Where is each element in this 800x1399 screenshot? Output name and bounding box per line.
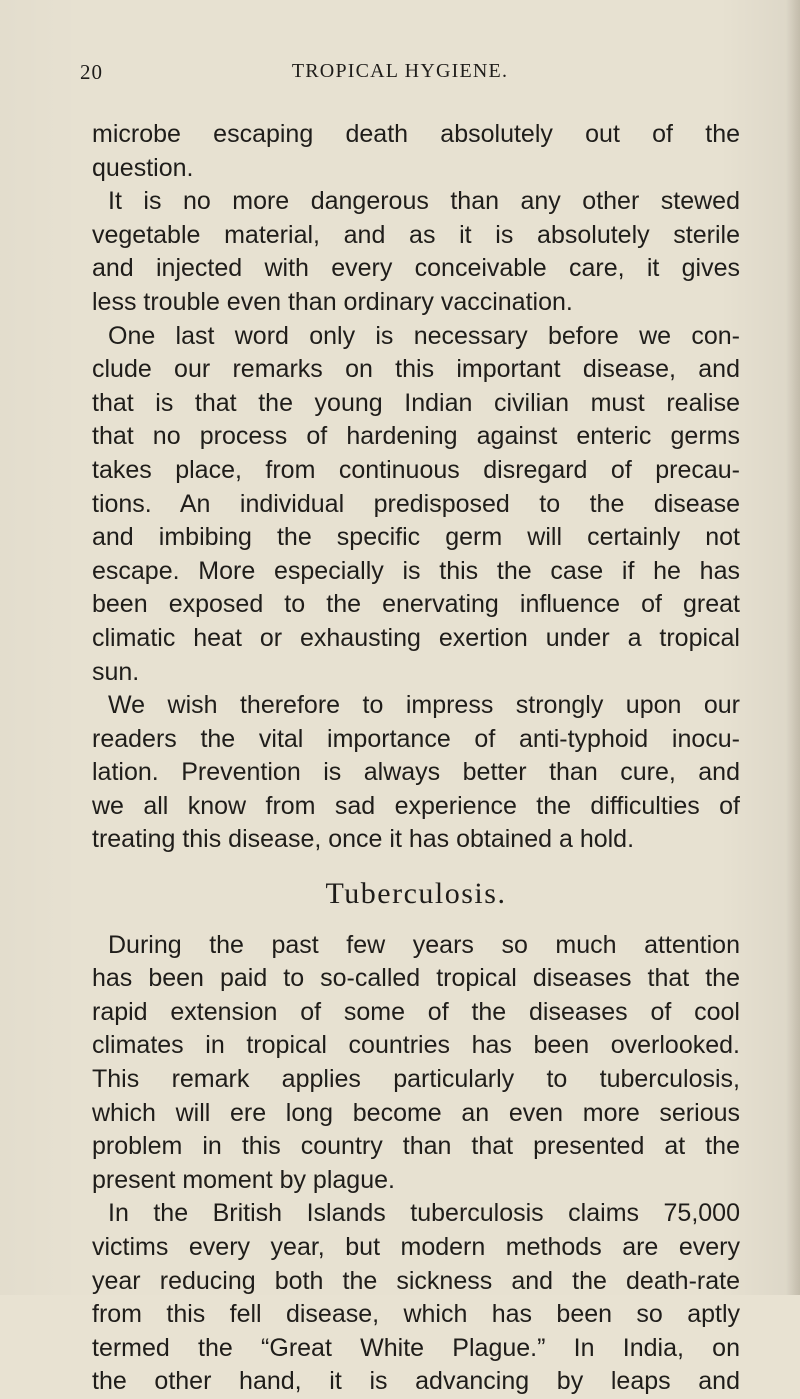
- text-line: climatic heat or exhausting exertion under a tropical: [92, 623, 740, 652]
- paragraph-first-line: We wish therefore to impress strongly upon our: [108, 691, 740, 720]
- body-text: [92, 118, 740, 1399]
- text-line: less trouble even than ordinary vaccination.: [92, 287, 573, 316]
- text-line: This remark applies particularly to tuberculosis,: [92, 1065, 740, 1094]
- text-line: clude our remarks on this important disease, and: [92, 355, 740, 384]
- text-line: and injected with every conceivable care, it gives: [92, 254, 740, 283]
- page-header: [80, 60, 720, 90]
- text-line: we all know from sad experience the difficulties of: [92, 791, 740, 820]
- text-line: lation. Prevention is always better than cure, and: [92, 758, 740, 787]
- paragraph-first-line: It is no more dangerous than any other stewed: [108, 187, 740, 216]
- text-line: escape. More especially is this the case if he has: [92, 556, 740, 585]
- text-line: microbe escaping death absolutely out of the: [92, 120, 740, 148]
- text-line: that is that the young Indian civilian must realise: [92, 388, 740, 417]
- text-line: year reducing both the sickness and the death-rate: [92, 1266, 740, 1295]
- text-line: treating this disease, once it has obtained a hold.: [92, 825, 635, 854]
- text-line: which will ere long become an even more serious: [92, 1098, 740, 1127]
- text-line: that no process of hardening against enteric germs: [92, 422, 740, 451]
- text-line: vegetable material, and as it is absolutely sterile: [92, 220, 740, 249]
- paragraph-first-line: In the British Islands tuberculosis claims 75,000: [108, 1199, 740, 1228]
- page-edge-shadow: [786, 0, 800, 1295]
- text-line: termed the “Great White Plague.” In India, on: [92, 1333, 740, 1362]
- section-heading: Tuberculosis.: [325, 877, 507, 911]
- text-line: has been paid to so-called tropical diseases that the: [92, 964, 740, 993]
- running-title: TROPICAL HYGIENE.: [291, 60, 509, 82]
- text-line: sun.: [92, 657, 140, 686]
- paragraph-first-line: During the past few years so much attention: [108, 930, 740, 959]
- paragraph-first-line: One last word only is necessary before we con-: [108, 321, 740, 350]
- text-line: victims every year, but modern methods are every: [92, 1233, 740, 1261]
- text-line: the other hand, it is advancing by leaps and: [92, 1367, 740, 1396]
- page-number: 20: [80, 60, 103, 84]
- text-line: readers the vital importance of anti-typhoid inocu-: [92, 724, 740, 753]
- text-line: been exposed to the enervating influence of great: [92, 590, 740, 619]
- text-line: from this fell disease, which has been so aptly: [92, 1300, 740, 1329]
- text-line: rapid extension of some of the diseases of cool: [92, 997, 740, 1026]
- text-line: tions. An individual predisposed to the disease: [92, 489, 740, 518]
- text-line: takes place, from continuous disregard of precau-: [92, 455, 740, 484]
- text-line: climates in tropical countries has been overlooked.: [92, 1031, 740, 1060]
- text-line: present moment by plague.: [92, 1165, 395, 1194]
- text-line: and imbibing the specific germ will certainly not: [92, 523, 740, 552]
- text-line: problem in this country than that presented at the: [92, 1132, 740, 1161]
- text-line: question.: [92, 153, 194, 182]
